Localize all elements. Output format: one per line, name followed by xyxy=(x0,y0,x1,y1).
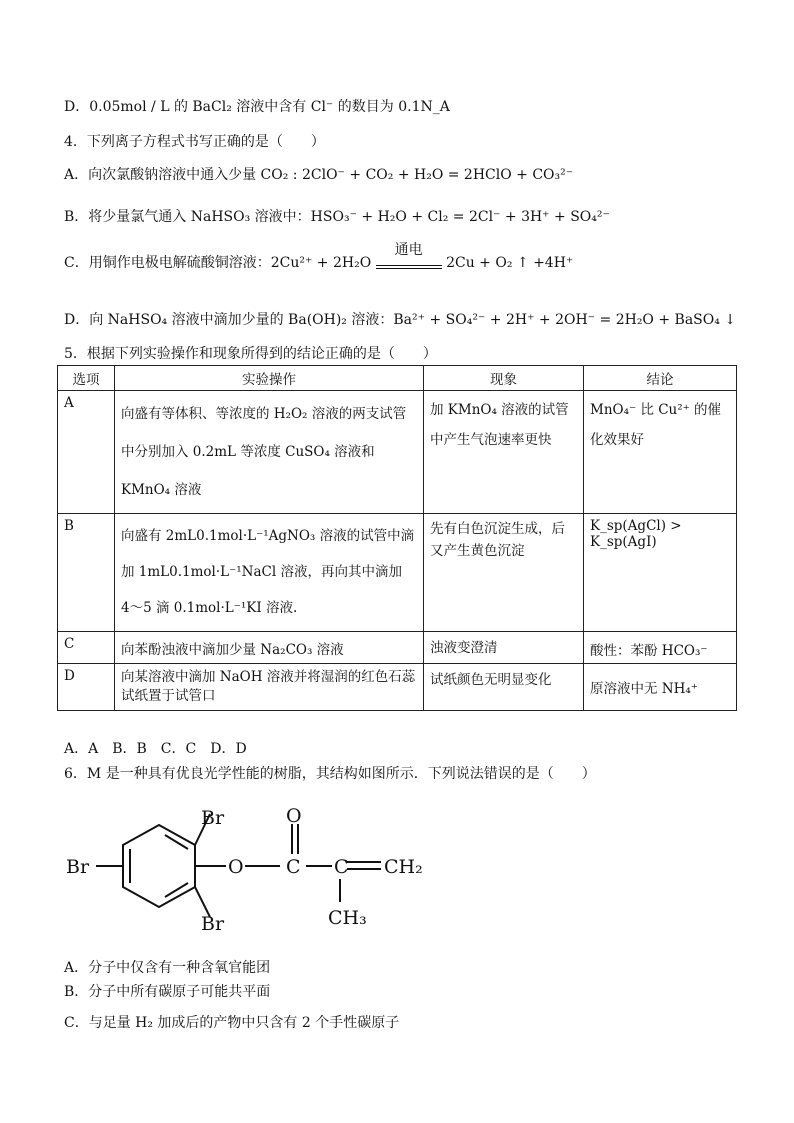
row-operation xyxy=(115,664,424,711)
br-bottom-label: Br xyxy=(201,913,225,935)
row-conclusion: 原溶液中无 NH₄⁺ xyxy=(584,664,737,711)
br-left-label: Br xyxy=(66,856,90,878)
row-operation xyxy=(115,514,424,632)
row-operation xyxy=(115,391,424,514)
q3-option-d: D．0.05mol / L 的 BaCl₂ 溶液中含有 Cl⁻ 的数目为 0.1N_A xyxy=(64,99,450,115)
o-carbonyl-label: O xyxy=(286,805,302,827)
q5-stem: 5．根据下列实验操作和现象所得到的结论正确的是（ ） xyxy=(64,346,437,362)
q6-option-c: C．与足量 H₂ 加成后的产物中只含有 2 个手性碳原子 xyxy=(64,1015,400,1031)
q4-stem: 4．下列离子方程式书写正确的是（ ） xyxy=(64,134,325,150)
ch3-label: CH₃ xyxy=(328,907,367,929)
operation-line: 向盛有等体积、等浓度的 H₂O₂ 溶液的两支试管 xyxy=(121,406,407,422)
c-alkene-label: C xyxy=(334,856,349,878)
q4-option-c-suffix: 2Cu + O₂ ↑ +4H⁺ xyxy=(446,255,574,271)
experiment-table xyxy=(57,365,737,711)
q4-option-d: D．向 NaHSO₄ 溶液中滴加少量的 Ba(OH)₂ 溶液：Ba²⁺ + SO₄²⁻ + 2H⁺ + 2OH⁻ = 2H₂O + BaSO₄ ↓ xyxy=(64,312,737,328)
table-row xyxy=(58,514,737,632)
q4-option-c xyxy=(64,242,574,278)
row-conclusion: 酸性：苯酚 HCO₃⁻ xyxy=(584,632,737,664)
operation-line: 加 1mL0.1mol·L⁻¹NaCl 溶液，再向其中滴加 xyxy=(121,564,402,580)
row-option: A xyxy=(58,391,115,514)
row-option: C xyxy=(58,632,115,664)
electrolysis-arrow xyxy=(376,242,442,278)
operation-line: 向某溶液中滴加 NaOH 溶液并将湿润的红色石蕊试纸置于试管口 xyxy=(121,669,416,704)
q4-option-a: A．向次氯酸钠溶液中通入少量 CO₂ : 2ClO⁻ + CO₂ + H₂O = 2HClO + CO₃²⁻ xyxy=(64,167,574,183)
ch2-label: CH₂ xyxy=(384,856,423,878)
operation-line: 中分别加入 0.2mL 等浓度 CuSO₄ 溶液和 xyxy=(121,444,375,460)
row-phenomenon: 浊液变澄清 xyxy=(424,632,584,664)
header-option: 选项 xyxy=(58,366,115,391)
q6-stem: 6．M 是一种具有优良光学性能的树脂，其结构如图所示．下列说法错误的是（ ） xyxy=(64,766,596,782)
header-operation: 实验操作 xyxy=(115,366,424,391)
o-ester-label: O xyxy=(228,856,244,878)
row-phenomenon: 先有白色沉淀生成，后又产生黄色沉淀 xyxy=(424,514,584,632)
row-phenomenon: 试纸颜色无明显变化 xyxy=(424,664,584,711)
row-phenomenon: 加 KMnO₄ 溶液的试管中产生气泡速率更快 xyxy=(424,391,584,514)
table-header-row xyxy=(58,366,737,391)
row-conclusion: MnO₄⁻ 比 Cu²⁺ 的催化效果好 xyxy=(584,391,737,514)
br-top-label: Br xyxy=(201,807,225,829)
row-option: D xyxy=(58,664,115,711)
table-row xyxy=(58,664,737,711)
row-conclusion: K_sp(AgCl) > K_sp(AgI) xyxy=(584,514,737,632)
c-carbonyl-label: C xyxy=(286,856,301,878)
q6-option-a: A．分子中仅含有一种含氧官能团 xyxy=(64,960,271,976)
table-row xyxy=(58,632,737,664)
operation-line: KMnO₄ 溶液 xyxy=(121,482,202,498)
table-row xyxy=(58,391,737,514)
operation-line: 4～5 滴 0.1mol·L⁻¹KI 溶液. xyxy=(121,600,298,616)
header-conclusion: 结论 xyxy=(584,366,737,391)
q4-option-b: B．将少量氯气通入 NaHSO₃ 溶液中：HSO₃⁻ + H₂O + Cl₂ = 2Cl⁻ + 3H⁺ + SO₄²⁻ xyxy=(64,209,610,225)
q6-option-b: B．分子中所有碳原子可能共平面 xyxy=(64,984,271,1000)
operation-line: 向盛有 2mL0.1mol·L⁻¹AgNO₃ 溶液的试管中滴 xyxy=(121,528,415,544)
electrolysis-condition: 通电 xyxy=(394,242,423,258)
benzene-ring xyxy=(123,825,195,907)
q5-answers: A．A B．B C．C D．D xyxy=(64,741,247,757)
row-operation xyxy=(115,632,424,664)
operation-line: 向苯酚浊液中滴加少量 Na₂CO₃ 溶液 xyxy=(121,641,344,658)
row-option: B xyxy=(58,514,115,632)
structural-formula xyxy=(64,800,444,940)
q4-option-c-prefix: C．用铜作电极电解硫酸铜溶液：2Cu²⁺ + 2H₂O xyxy=(64,255,372,271)
header-phenomenon: 现象 xyxy=(424,366,584,391)
